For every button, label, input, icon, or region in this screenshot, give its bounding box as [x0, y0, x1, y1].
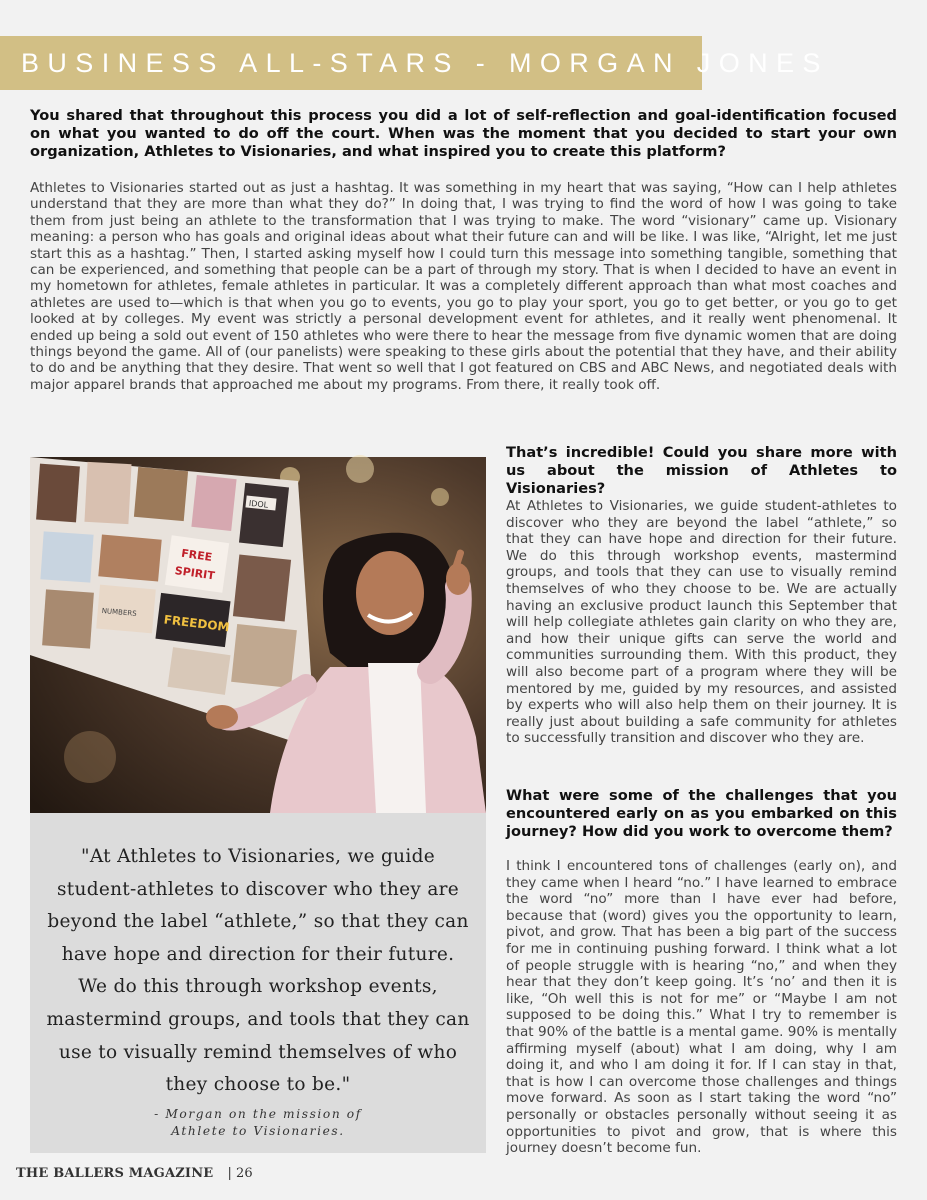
board-word-idol: IDOL: [248, 498, 269, 510]
answer-1: Athletes to Visionaries started out as just a hashtag. It was something in my heart that was saying, “How can I help athletes understand that they are more than what they do?” In doing that, I was trying to find the word of how I was going to take them from just being an athlete to the transformation that I was trying to make. The word “visionary” came up. Visionary meaning: a person who has goals and original ideas about what their future can and will be like. I was like, “Alright, let me just start this as a hashtag.” Then, I started asking myself how I could turn this message into something tangible, something that can be experienced, and something that people can be a part of through my story. That is when I decided to have an event in my hometown for athletes, female athletes in particular. It was a completely different approach than what most coaches and athletes are used to—which is that when you go to events, you go to play your sport, you go to get better, or you go to get looked at by colleges. My event was strictly a personal development event for athletes, and it really went phenomenal. It ended up being a sold out event of 150 athletes who were there to hear the message from five dynamic women that are doing things beyond the game. All of (our panelists) were speaking to these girls about the potential that they have, and their ability to do and be anything that they desire. That went so well that I got featured on CBS and ABC News, and negotiated deals with major apparel brands that approached me about my programs. From there, it really took off.: [30, 180, 897, 393]
question-1: You shared that throughout this process you did a lot of self-reflection and goal-identification focused on what you wanted to do off the court. When was the moment that you decided to start your own organization, Athletes to Visionaries, and what inspired you to create this platform?: [30, 107, 897, 160]
answer-3: I think I encountered tons of challenges (early on), and they came when I heard “no.” I have learned to embrace the word “no” more than I have ever had before, because that (word) gives you the opportunity to learn, pivot, and grow. That has been a big part of the success for me in continuing pushing forward. I think what a lot of people struggle with is hearing “no,” and when they hear that they don’t keep going. It’s ‘no’ and then it is like, “Oh well this is not for me” or “Maybe I am not supposed to be doing this.” What I try to remember is that 90% of the battle is a mental game. 90% is mentally affirming myself (about) what I am doing, why I am doing it, and who I am doing it for. If I can stay in that, that is how I can overcome those challenges and things move forward. As soon as I start taking the word “no” personally or obstacles personally without seeing it as opportunities to pivot and grow, that is where this journey doesn’t become fun.: [506, 858, 897, 1157]
board-word-spirit: SPIRIT: [173, 564, 216, 583]
question-2: That’s incredible! Could you share more with us about the mission of Athletes to Visionaries?: [506, 444, 897, 497]
pull-quote-box: [30, 813, 486, 1153]
page-number: | 26: [227, 1166, 253, 1181]
board-word-freedom: FREEDOM: [162, 612, 231, 635]
attribution-line-1: - Morgan on the mission of: [154, 1106, 362, 1121]
vision-board-photo: [30, 457, 486, 813]
board-word-numbers: NUMBERS: [101, 606, 137, 618]
pull-quote-text: "At Athletes to Visionaries, we guide student-athletes to discover who they are beyond the label “athlete,” so that they can have hope and direction for their future. We do this through workshop events, mastermind groups, and tools that they can use to visually remind themselves of who they choose to be.": [46, 846, 470, 1096]
magazine-name: THE BALLERS MAGAZINE: [16, 1166, 214, 1181]
attribution-line-2: Athlete to Visionaries.: [171, 1123, 345, 1138]
board-word-free: FREE: [180, 546, 213, 564]
question-3: What were some of the challenges that you encountered early on as you embarked on this journey? How did you work to overcome them?: [506, 787, 897, 840]
answer-2: At Athletes to Visionaries, we guide student-athletes to discover who they are beyond the label “athlete,” so that they can have hope and direction for their future. We do this through workshop events, mastermind groups, and tools that they can use to visually remind themselves of who they choose to be. We are actually having an exclusive product launch this September that will help collegiate athletes gain clarity on who they are, and how their unique gifts can serve the world and communities surrounding them. With this product, they will also become part of a program where they will be mentored by me, guided by my resources, and assisted by experts who will also help them on their journey. It is really just about building a safe community for athletes to successfully transition and discover who they are.: [506, 498, 897, 747]
pull-quote-attribution: [46, 1106, 470, 1140]
section-banner: BUSINESS ALL-STARS - MORGAN JONES: [0, 36, 702, 90]
page-footer: [16, 1166, 253, 1181]
